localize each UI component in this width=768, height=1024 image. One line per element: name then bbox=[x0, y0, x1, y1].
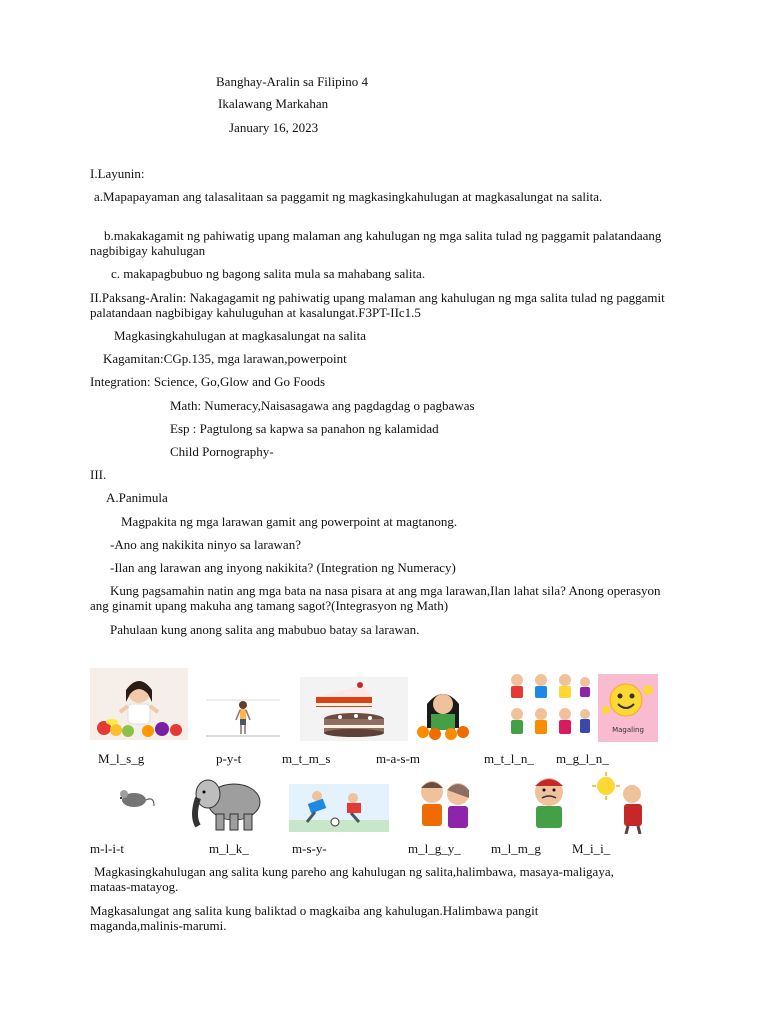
magaling-emoji-picture bbox=[598, 674, 658, 742]
definition-synonym: Magkasingkahulugan ang salita kung pareho ang kahulugan ng salita,halimbawa, masaya-maligaya, mataas-matayog. bbox=[90, 864, 614, 894]
panimula-p1: Magpakita ng mga larawan gamit ang powerpoint at magtanong. bbox=[121, 514, 458, 529]
girl-with-fruits-picture bbox=[90, 668, 188, 740]
panimula-p2: Pahulaan kung anong salita ang mabubuo batay sa larawan. bbox=[110, 622, 420, 637]
girl-with-oranges-picture bbox=[409, 684, 477, 740]
word-label: M_i_i_ bbox=[572, 841, 611, 856]
hot-sun-man-picture bbox=[592, 772, 654, 834]
word-label: m_t_l_n_ bbox=[484, 751, 534, 766]
word-label: m_l_g_y_ bbox=[408, 841, 461, 856]
document-title: Banghay-Aralin sa Filipino 4 bbox=[216, 74, 369, 89]
word-label: p-y-t bbox=[216, 751, 242, 766]
paksang-aralin: II.Paksang-Aralin: Nakagagamit ng pahiwatig upang malaman ang kahulugan ng mga salita tulad ng paggamit palatandaan nagbibigay kahuluguhan at kasalungat.F3PT-IIc1.5 bbox=[90, 290, 665, 320]
section3-heading: III. bbox=[90, 467, 107, 482]
word-label: m-s-y- bbox=[292, 841, 327, 856]
word-label: m_l_k_ bbox=[209, 841, 249, 856]
definition-antonym: Magkasalungat ang salita kung baliktad o magkaiba ang kahulugan.Halimbawa pangit maganda,malinis-marumi. bbox=[90, 903, 539, 933]
layunin-heading: I.Layunin: bbox=[90, 166, 145, 181]
objective-b: b.makakagamit ng pahiwatig upang malaman ang kahulugan ng mga salita tulad ng paggamit palatandaang nagbibigay kahulugan bbox=[90, 228, 662, 258]
elephant-picture bbox=[188, 776, 266, 832]
word-label: M_l_s_g bbox=[98, 751, 145, 766]
integration: Integration: Science, Go,Glow and Go Foods bbox=[90, 374, 326, 389]
integration-math: Math: Numeracy,Naisasagawa ang pagdagdag o pagbawas bbox=[170, 398, 475, 413]
kagamitan: Kagamitan:CGp.135, mga larawan,powerpoint bbox=[103, 351, 347, 366]
integration-esp: Esp : Pagtulong sa kapwa sa panahon ng kalamidad bbox=[170, 421, 439, 436]
objective-c: c. makapagbubuo ng bagong salita mula sa mahabang salita. bbox=[111, 266, 426, 281]
cake-picture bbox=[300, 677, 408, 741]
happy-kids-picture bbox=[503, 670, 595, 740]
panimula-heading: A.Panimula bbox=[106, 490, 168, 505]
word-label: m-a-s-m bbox=[376, 751, 421, 766]
word-label: m_l_m_g bbox=[491, 841, 541, 856]
word-label: m_t_m_s bbox=[282, 751, 331, 766]
thin-boy-picture bbox=[206, 696, 280, 740]
question-1: -Ano ang nakikita ninyo sa larawan? bbox=[110, 537, 301, 552]
word-label: m_g_l_n_ bbox=[556, 751, 609, 766]
sad-boy-picture bbox=[520, 772, 578, 832]
quarter-label: Ikalawang Markahan bbox=[218, 96, 329, 111]
lesson-topic: Magkasingkahulugan at magkasalungat na salita bbox=[114, 328, 366, 343]
date-label: January 16, 2023 bbox=[229, 120, 319, 135]
objective-a: a.Mapapayaman ang talasalitaan sa paggamit ng magkasingkahulugan at magkasalungat na salita. bbox=[94, 189, 603, 204]
mouse-picture bbox=[112, 786, 156, 810]
question-3: Kung pagsamahin natin ang mga bata na nasa pisara at ang mga larawan,Ilan lahat sila? Anong operasyon ang ginamit upang makuha ang tamang sagot?(Integrasyon ng Math) bbox=[90, 583, 661, 613]
happy-children-picture bbox=[408, 776, 480, 832]
magaling-text: Magaling bbox=[612, 726, 644, 734]
question-2: -Ilan ang larawan ang inyong nakikita? (Integration ng Numeracy) bbox=[110, 560, 456, 575]
word-label: m-l-i-t bbox=[90, 841, 124, 856]
integration-child: Child Pornography- bbox=[170, 444, 274, 459]
playing-kids-picture bbox=[289, 784, 389, 832]
